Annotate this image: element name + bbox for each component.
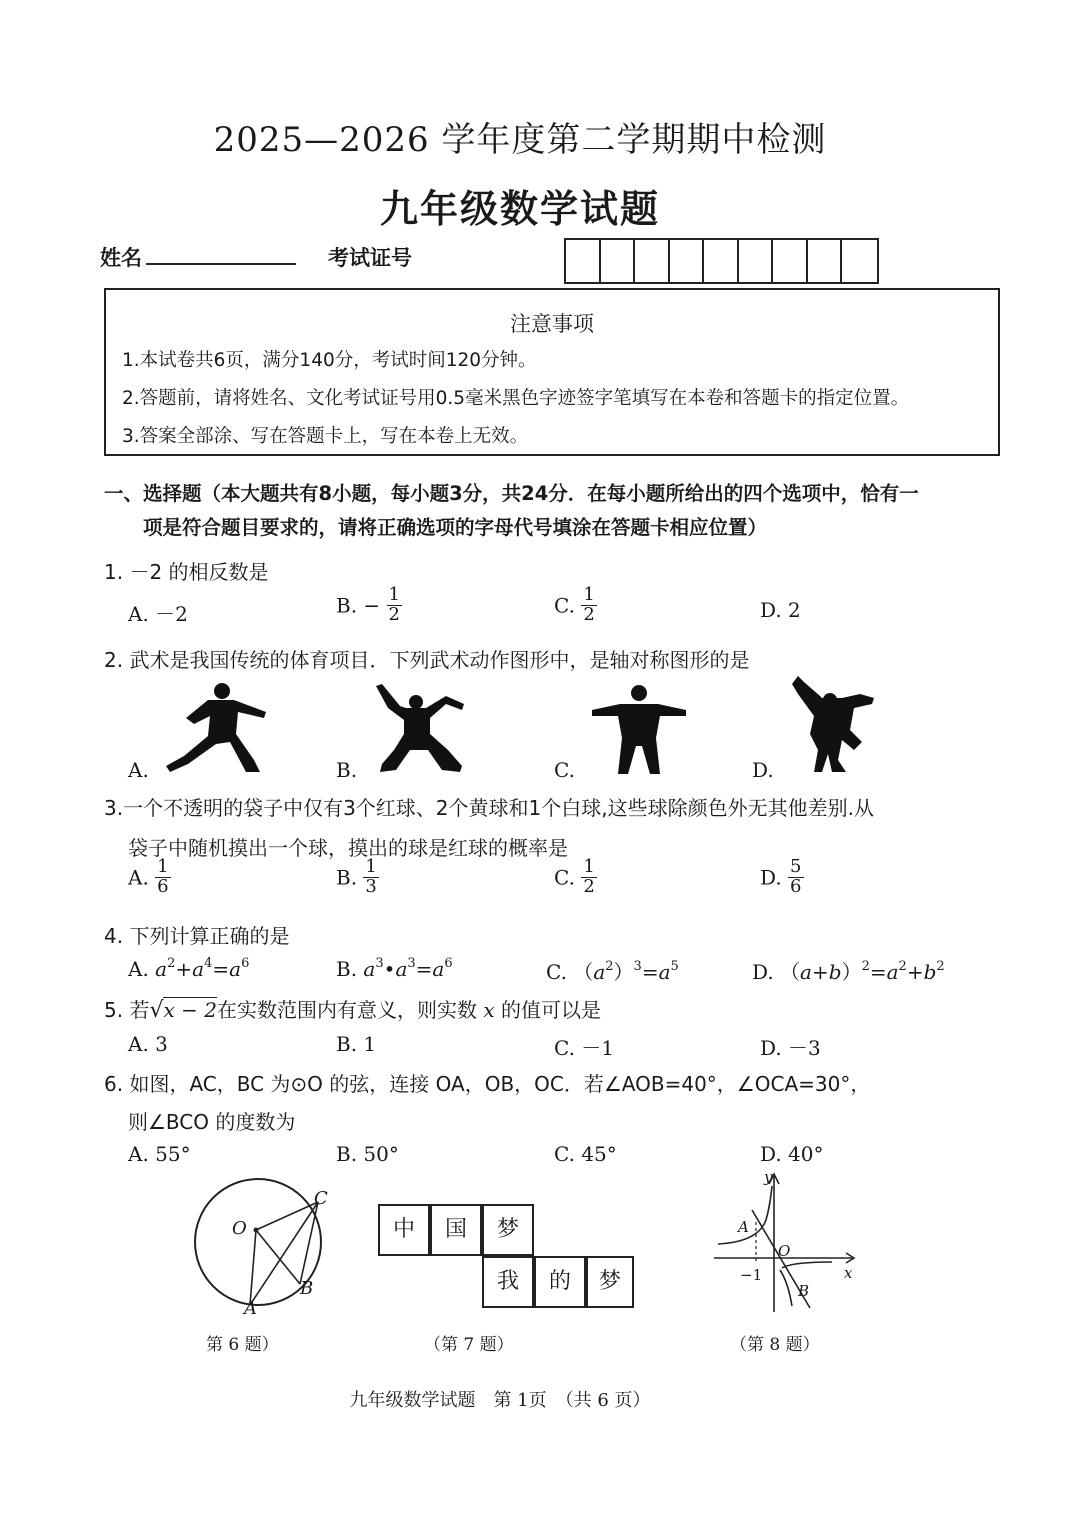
martial-arts-figure-d: [790, 672, 880, 776]
q5-option-c: C. －1: [554, 1036, 615, 1060]
q6-option-b: B. 50°: [336, 1142, 399, 1166]
q1-option-c-fraction: [581, 586, 596, 625]
exam-id-label: 考试证号: [328, 246, 412, 270]
q4-option-b: B. $a^3•a^3=a^6$: [336, 956, 453, 981]
id-cell: [808, 240, 843, 282]
q5-radicand: x − 2: [163, 998, 217, 1022]
q2-stem: 2. 武术是我国传统的体育项目．下列武术动作图形中，是轴对称图形的是: [104, 648, 750, 672]
q4-option-a: A. $a^2+a^4=a^6$: [128, 956, 250, 981]
net-cell: 梦: [586, 1256, 634, 1308]
fig8-label-o: O: [778, 1242, 791, 1260]
q3-option-c-letter: C.: [554, 865, 575, 890]
fig8-caption: （第 8 题）: [730, 1335, 820, 1355]
numerator: 5: [790, 856, 802, 877]
fig8-label-minus1: −1: [740, 1266, 763, 1284]
q1-option-d: D. 2: [760, 598, 801, 622]
fig8-label-a: A: [738, 1218, 749, 1236]
numerator: 1: [365, 856, 377, 877]
martial-arts-figure-b: [372, 684, 468, 774]
sqrt-sign-icon: √: [149, 998, 164, 1023]
id-cell: [566, 240, 601, 282]
notice-item-2: 2.答题前，请将姓名、文化考试证号用0.5毫米黑色字迹签字笔填写在本卷和答题卡的指定位置。: [122, 388, 910, 409]
numerator: 1: [157, 856, 169, 877]
q2-option-b: B.: [336, 758, 358, 782]
id-cell: [739, 240, 774, 282]
q4-stem: 4. 下列计算正确的是: [104, 924, 290, 948]
q3-option-c: [554, 858, 597, 897]
numerator: 1: [388, 584, 400, 605]
q6-option-a: A. 55°: [128, 1142, 191, 1166]
fig8-label-b: B: [798, 1282, 810, 1300]
q5-prefix: 5. 若: [104, 998, 150, 1022]
page-footer: 九年级数学试题 第 1页 （共 6 页）: [349, 1390, 651, 1411]
notice-box: [104, 288, 1000, 456]
id-cell: [842, 240, 877, 282]
numerator: 1: [583, 584, 595, 605]
fig8-label-y: y: [764, 1168, 773, 1186]
q4-option-c: C. $(a^2)^3=a^5$: [546, 959, 679, 984]
q1-option-a: A. －2: [128, 602, 188, 626]
q3-option-b: [336, 858, 379, 897]
section1-heading-line2: 项是符合题目要求的，请将正确选项的字母代号填涂在答题卡相应位置）: [143, 516, 768, 539]
q5-option-b: B. 1: [336, 1032, 377, 1056]
q5-variable: x: [483, 998, 495, 1022]
q6-stem-line1: 6. 如图，AC，BC 为⊙O 的弦，连接 OA，OB，OC．若∠AOB=40°，∠OCA=30°，: [104, 1072, 871, 1096]
net-cell: 中: [378, 1204, 430, 1256]
q6-option-d: D. 40°: [760, 1142, 824, 1166]
q1-option-b-fraction: [387, 586, 402, 625]
denominator: 2: [583, 603, 595, 625]
q1-option-c-prefix: C.: [554, 593, 575, 618]
id-cell: [704, 240, 739, 282]
notice-item-3: 3.答案全部涂、写在答题卡上，写在本卷上无效。: [122, 426, 529, 447]
denominator: 6: [157, 875, 169, 897]
fig6-label-o: O: [232, 1218, 247, 1239]
fig7-caption: （第 7 题）: [424, 1335, 514, 1355]
q5-stem: [104, 994, 601, 1023]
denominator: 6: [790, 875, 802, 897]
denominator: 2: [583, 875, 595, 897]
q2-option-a: A.: [128, 758, 149, 782]
q6-option-c: C. 45°: [554, 1142, 617, 1166]
q3-option-d-fraction: [788, 858, 803, 897]
fig8-label-x: x: [844, 1264, 853, 1282]
notice-item-1: 1.本试卷共6页，满分140分，考试时间120分钟。: [122, 350, 537, 371]
id-cell: [635, 240, 670, 282]
q3-option-d-letter: D.: [760, 865, 782, 890]
q4-option-d-letter: D.: [752, 960, 774, 984]
exam-subtitle: 九年级数学试题: [379, 186, 660, 231]
id-cell: [773, 240, 808, 282]
q1-stem: 1. －2 的相反数是: [104, 560, 269, 584]
section1-heading-line1: 一、选择题（本大题共有8小题，每小题3分，共24分．在每小题所给出的四个选项中，恰有一: [104, 482, 919, 505]
q3-option-b-letter: B.: [336, 865, 358, 890]
fig6-label-a: A: [244, 1298, 257, 1319]
q2-option-d: D.: [752, 758, 774, 782]
q4-option-d: D. $(a+b)^2=a^2+b^2$: [752, 959, 945, 984]
q3-option-d: [760, 858, 804, 897]
fig6-label-b: B: [300, 1278, 314, 1299]
fig6-caption: 第 6 题）: [206, 1335, 279, 1355]
id-cell: [670, 240, 705, 282]
name-label: 姓名: [100, 246, 142, 270]
q2-option-c: C.: [554, 758, 575, 782]
name-field-line: [146, 263, 296, 265]
denominator: 3: [365, 875, 377, 897]
exam-id-grid: [564, 238, 879, 284]
q5-suffix: 在实数范围内有意义，则实数: [216, 998, 477, 1022]
net-cell: 的: [534, 1256, 586, 1308]
q3-option-a-letter: A.: [128, 865, 149, 890]
fig6-label-c: C: [314, 1188, 328, 1209]
q5-suffix2: 的值可以是: [500, 998, 601, 1022]
martial-arts-figure-a: [164, 682, 268, 774]
q3-option-b-fraction: [363, 858, 378, 897]
q4-option-a-letter: A.: [128, 957, 149, 981]
denominator: 2: [388, 603, 400, 625]
martial-arts-figure-c: [590, 684, 688, 776]
net-cell: 梦: [482, 1204, 534, 1256]
net-cell: 国: [430, 1204, 482, 1256]
q4-option-b-letter: B.: [336, 957, 358, 981]
q3-option-a-fraction: [155, 858, 170, 897]
q1-option-b-prefix: B. −: [336, 593, 381, 618]
net-cell: 我: [482, 1256, 534, 1308]
q3-option-c-fraction: [581, 858, 596, 897]
q3-option-a: [128, 858, 171, 897]
q3-stem-line2: 袋子中随机摸出一个球，摸出的球是红球的概率是: [128, 836, 568, 860]
id-cell: [601, 240, 636, 282]
q6-stem-line2: 则∠BCO 的度数为: [128, 1110, 296, 1134]
q4-option-c-letter: C.: [546, 960, 567, 984]
q5-option-d: D. －3: [760, 1036, 821, 1060]
q3-stem-line1: 3.一个不透明的袋子中仅有3个红球、2个黄球和1个白球,这些球除颜色外无其他差别.从: [104, 796, 874, 820]
exam-title: 2025—2026 学年度第二学期期中检测: [213, 120, 827, 160]
numerator: 1: [583, 856, 595, 877]
notice-heading: 注意事项: [510, 312, 594, 336]
q1-option-c: [554, 586, 597, 625]
q1-option-b: [336, 586, 402, 625]
q5-option-a: A. 3: [128, 1032, 168, 1056]
